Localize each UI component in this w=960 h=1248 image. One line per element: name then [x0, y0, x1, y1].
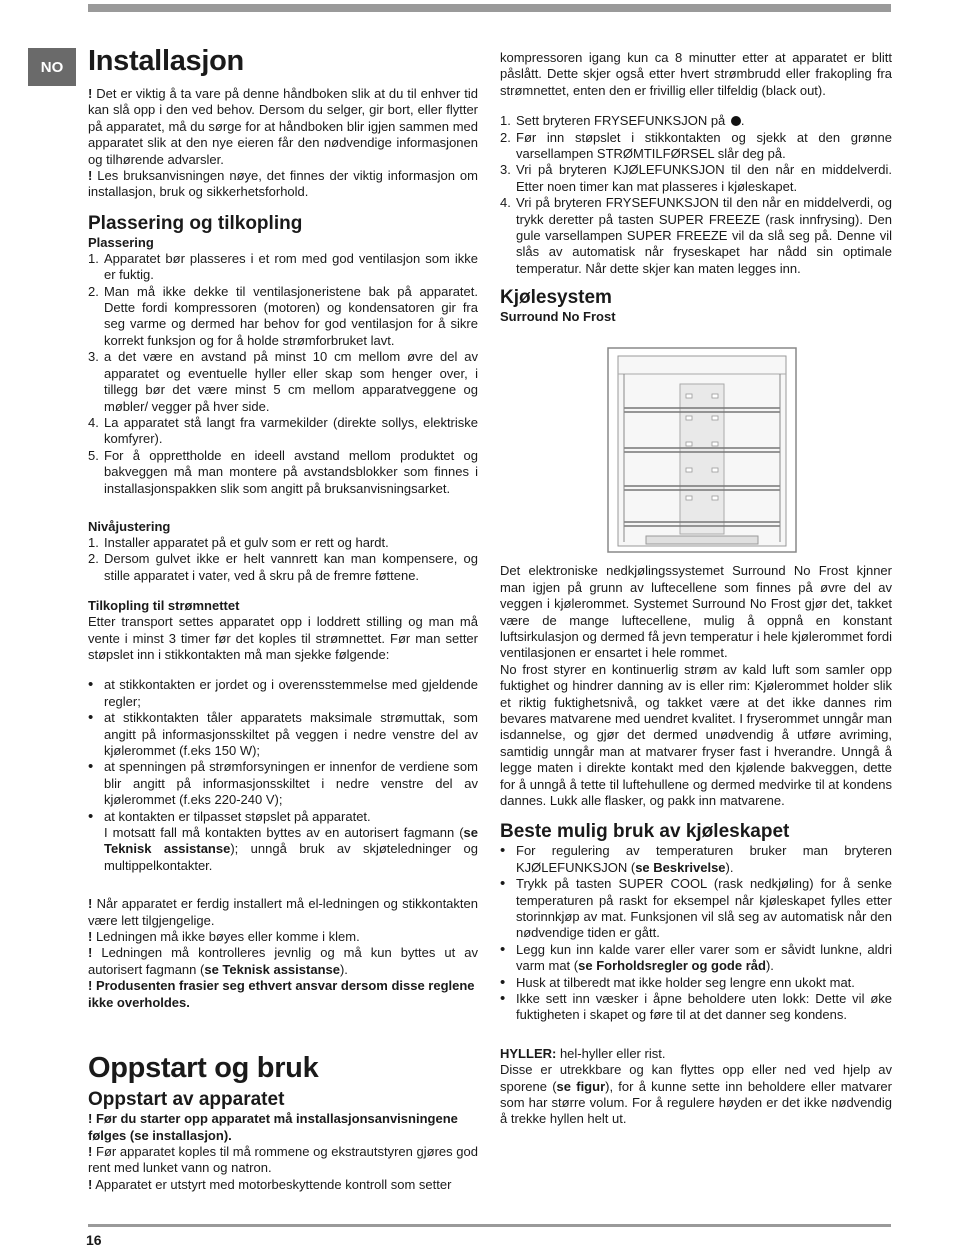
power-checklist — [88, 677, 478, 874]
startup-note: ! Apparatet er utstyrt med motorbeskyttende kontroll som setter — [88, 1176, 452, 1192]
top-rule — [88, 4, 891, 12]
cooling-paragraph: Det elektroniske nedkjølingssystemet Surround No Frost kjnner man igjen på grunn av luftecellene som finnes på øvre del av veggen i kjølerommet. Systemet Surround No Frost gjør det, takket være de mange luftecellene, mulig å oppnå en konstant luftsirkulasjon og dermed få jevn temperatur i hele kjølerommet fordi ventilasjonen er ensartet i hele rommet. — [500, 563, 892, 661]
page-number: 16 — [86, 1232, 102, 1248]
shelves-paragraph: Disse er utrekkbare og kan flyttes opp eller ned ved hjelp av sporene (se figur), for å kunne sette inn beholdere eller matvarer som har større volum. For å regulere høyden er det ikke nødvendig å trekke hyllen helt ut. — [500, 1062, 892, 1127]
left-column — [88, 44, 478, 1193]
freeze-knob-dot-icon — [731, 116, 741, 126]
list-item: • Husk at tilberedt mat ikke holder seg lengre enn ukokt mat. — [500, 975, 892, 991]
cooling-paragraph: No frost styrer en kontinuerlig strøm av kald luft som samler opp fuktighet og hindrer danning av is eller rim: Kjølerommet holder slik et riktig fuktighetsnivå, og takket være at det ikke dannes rim bevares matvarene med uendret kvalitet. I fryserommet unngår man isdannelse, og gjør det dermed unødvendig å utføre avriming, samtidig unngår man at matvarer fryser fast i hverandre. Unngå å legge maten i direkte kontakt med den kjølende bakveggen, dette for å unngå å tette til luftehullene og dermed medvirke til at kondens dannes. Lukk alle flasker, og pakk inn matvarene. — [500, 661, 892, 808]
refrigerator-interior-figure — [606, 346, 798, 554]
list-item: 4. La apparatet stå langt fra varmekilder (direkte sollys, elektriske komfyrer). — [88, 414, 478, 447]
list-item: 1. Installer apparatet på et gulv som er rett og hardt. — [88, 534, 389, 550]
list-item: • at kontakten er tilpasset støpslet på apparatet. I motsatt fall må kontakten byttes av en autorisert fagmann (se Teknisk assistanse); unngå bruk av skjøteledninger og multippelkontakter. — [88, 809, 478, 875]
list-item: 4. Vri på bryteren FRYSEFUNKSJON til den når en middelverdi, og trykk deretter på tasten SUPER FREEZE (rask innfrysing). Den gule varsellampen SUPER FREEZE vil da slå seg på. Denne vil slås av automatisk når fryseskapet har nådd sin optimale temperatur. Når dette skjer kan maten legges inn. — [500, 195, 892, 276]
language-tab: NO — [28, 48, 76, 86]
bottom-rule — [88, 1224, 891, 1227]
list-item: • For regulering av temperaturen bruker man bryteren KJØLEFUNKSJON (se Beskrivelse). — [500, 843, 892, 876]
best-use-list — [500, 843, 892, 1023]
warning-paragraph: ! Det er viktig å ta vare på denne håndboken slik at du til enhver tid kan slå opp i den ved behov. Dersom du selger, gir bort, eller flytter på apparatet, må du sørge for at håndboken blir igjen sammen med apparatet slik at den nye eieren får den nødvendige informasjonen og tilhørende advarsler. — [88, 86, 478, 167]
subheading-power: Tilkopling til strømnettet — [88, 598, 240, 614]
list-item: • at stikkontakten er jordet og i overensstemmelse med gjeldende regler; — [88, 677, 478, 710]
list-item: 2. Før inn støpslet i stikkontakten og sjekk at den grønne varsellampen STRØMTILFØRSEL slår deg på. — [500, 129, 892, 162]
heading-startup: Oppstart av apparatet — [88, 1089, 285, 1111]
list-item: • Legg kun inn kalde varer eller varer som er såvidt lunkne, aldri varm mat (se Forholdsregler og gode råd). — [500, 942, 892, 975]
list-item: 1. Sett bryteren FRYSEFUNKSJON på . — [500, 113, 745, 129]
list-item: 2. Man må ikke dekke til ventilasjoneristene bak på apparatet. Dette fordi kompressoren (motoren) og kondensatoren gir fra seg varme og dermed har behov for god ventilasjon for å sikre korrekt funksjon og for å holde strømforbruket lavt. — [88, 283, 478, 348]
startup-steps — [500, 113, 892, 277]
list-item: • Trykk på tasten SUPER COOL (rask nedkjøling) for å senke temperaturen på raskt for eksempel når kjøleskapet fylles etter storinnkjøp av mat. Funksjonen vil slå seg av automatisk når den nødvendige tiden er gått. — [500, 876, 892, 942]
shelves-label: HYLLER: hel-hyller eller rist. — [500, 1045, 666, 1061]
startup-warning: ! Før du starter opp apparatet må installasjonsanvisningene følges (se installasjon). — [88, 1111, 458, 1143]
warning-paragraph: ! Les bruksanvisningen nøye, det finnes der viktig informasjon om installasjon, bruk og sikkerhetsforhold. — [88, 168, 478, 200]
power-note: ! Ledningen må ikke bøyes eller komme i klem. — [88, 929, 360, 945]
heading-best-use: Beste mulig bruk av kjøleskapet — [500, 821, 790, 843]
startup-continued: kompressoren igang kun ca 8 minutter etter at apparatet er blitt påslått. Dette skjer også etter hvert strømbrudd eller frakopling fra strømnettet, enten den er frivillig eller tilfeldig (black out). — [500, 50, 892, 98]
power-intro: Etter transport settes apparatet opp i loddrett stilling og man må vente i minst 3 timer før det koples til strømnettet. Før man setter støpslet inn i stikkontakten må man sjekke følgende: — [88, 614, 478, 662]
list-item: 2. Dersom gulvet ikke er helt vannrett kan man kompensere, og stille apparatet i vater, ved å skru på de fremre føttene. — [88, 551, 478, 583]
list-item: 3. Vri på bryteren KJØLEFUNKSJON til den når en middelverdi. Etter noen timer kan mat plasseres i kjøleskapet. — [500, 162, 892, 194]
list-item: • at stikkontakten tåler apparatets maksimale strømuttak, som angitt på informasjonsskiltet på veggen i nedre venstre del av kjølerommet (f.eks 150 W); — [88, 710, 478, 759]
subheading-cooling: Surround No Frost — [500, 309, 616, 325]
list-item: 1. Apparatet bør plasseres i et rom med god ventilasjon som ikke er fuktig. — [88, 250, 478, 283]
section-title-installation: Installasjon — [88, 45, 244, 77]
placement-list — [88, 251, 478, 497]
list-item: 5. For å opprettholde en ideell avstand mellom produktet og bakveggen må man montere på avstandsblokker som finnes i installasjonspakken slik som angitt på bruksanvisningsarket. — [88, 447, 478, 496]
list-item: • at spenningen på strømforsyningen er innenfor de verdiene som blir angitt på informasjonsskiltet i nedre venstre del av kjølerommet (f.eks 220-240 V); — [88, 759, 478, 808]
power-note: ! Ledningen må kontrolleres jevnlig og må kun byttes ut av autorisert fagmann (se Teknisk assistanse). — [88, 945, 478, 977]
power-note: ! Når apparatet er ferdig installert må el-ledningen og stikkontakten være lett tilgjengelige. — [88, 896, 478, 928]
fridge-illustration — [606, 346, 798, 554]
power-disclaimer: ! Produsenten frasier seg ethvert ansvar dersom disse reglene ikke overholdes. — [88, 978, 475, 1010]
list-item: 3. a det være en avstand på minst 10 cm mellom øvre del av apparatet og eventuelle hyller eller skap som henger over, i tillegg bør det være minst 5 cm mellom apparatveggene og møbler/ vegger på hver side. — [88, 349, 478, 414]
list-item: • Ikke sett inn væsker i åpne beholdere uten lokk: Dette vil øke fuktigheten i skapet og føre til at det danner seg kondens. — [500, 991, 892, 1024]
leveling-list — [88, 535, 478, 584]
right-column — [500, 50, 892, 1128]
startup-note: ! Før apparatet koples til må rommene og ekstrautstyren gjøres god rent med lunket vann og natron. — [88, 1143, 478, 1176]
section-title-startup: Oppstart og bruk — [88, 1052, 319, 1085]
heading-cooling: Kjølesystem — [500, 287, 612, 309]
subheading-leveling: Nivåjustering — [88, 518, 171, 534]
heading-placement: Plassering og tilkopling — [88, 212, 303, 234]
subheading-placement: Plassering — [88, 234, 154, 250]
